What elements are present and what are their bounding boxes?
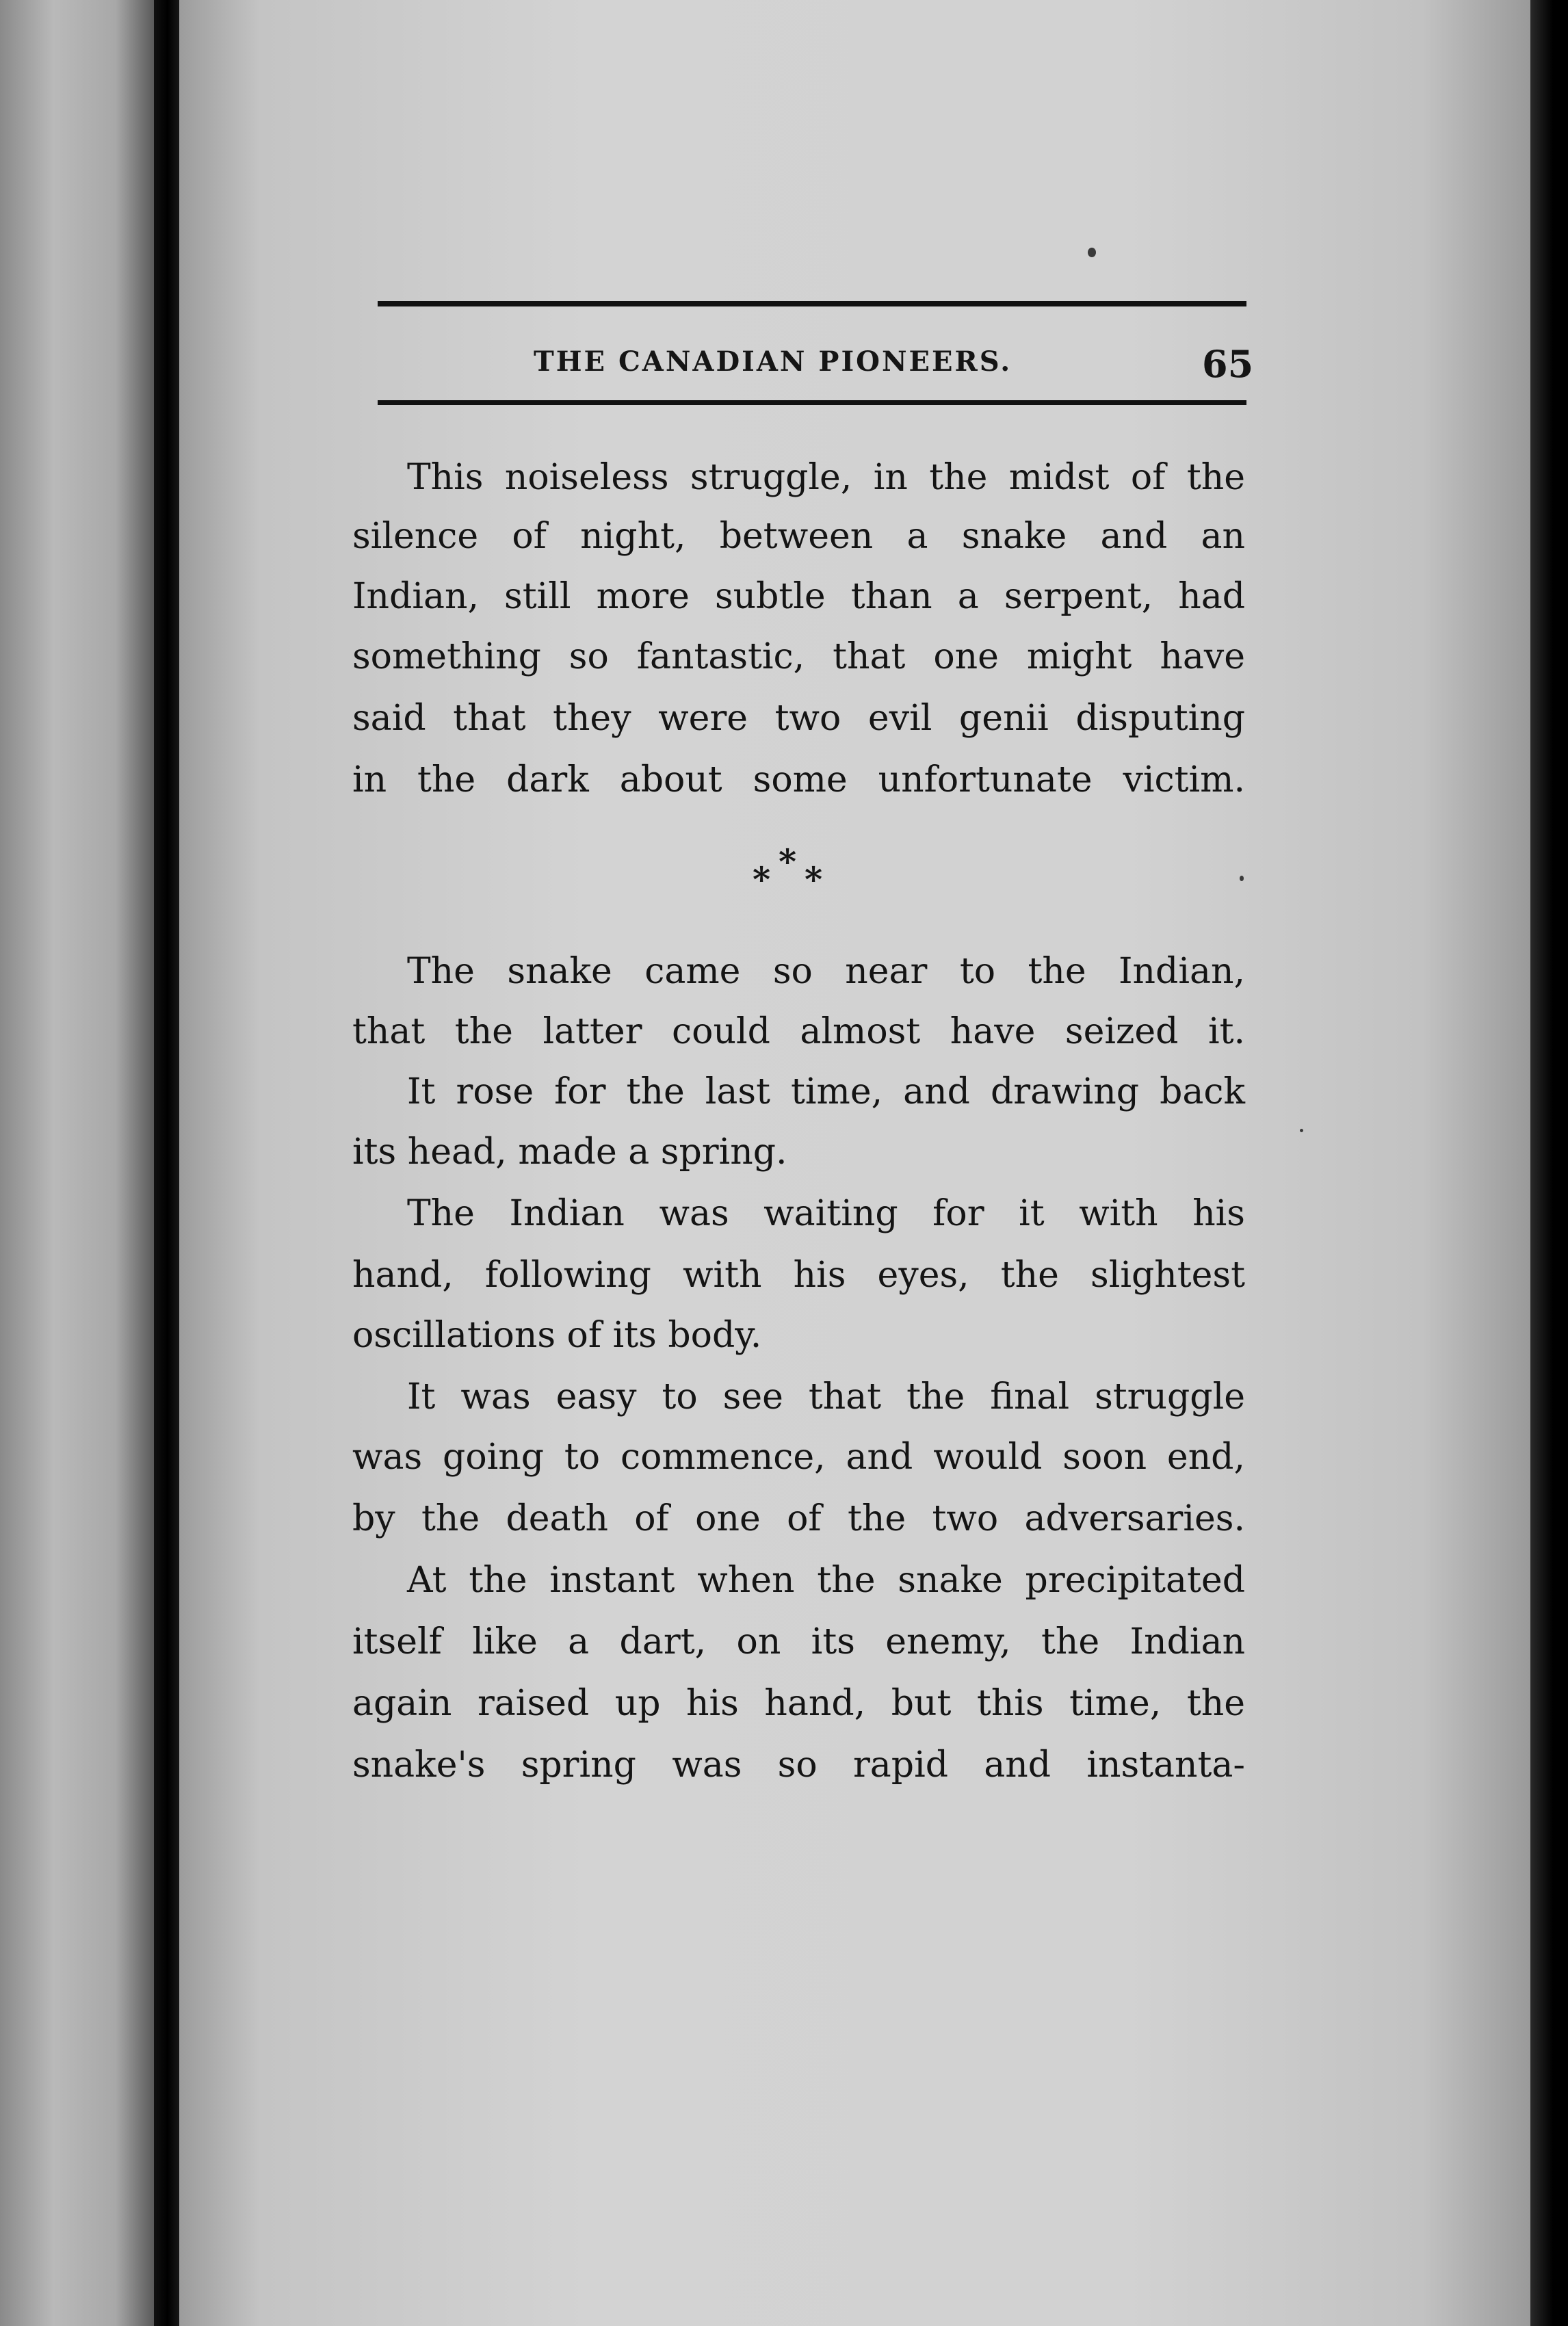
page-number: 65 xyxy=(1202,342,1254,386)
asterism-star: * xyxy=(779,841,797,882)
paper-speck xyxy=(1300,1129,1303,1132)
text-line: snake's spring was so rapid and instanta- xyxy=(352,1744,1245,1786)
text-line: The snake came so near to the Indian, xyxy=(407,951,1245,992)
text-line: It rose for the last time, and drawing back xyxy=(407,1071,1245,1112)
right-scan-border xyxy=(1530,0,1568,2326)
text-line: in the dark about some unfortunate victim. xyxy=(352,759,1245,800)
running-head: THE CANADIAN PIONEERS. xyxy=(534,345,1012,378)
text-line: oscillations of its body. xyxy=(352,1315,762,1356)
book-gutter xyxy=(154,0,181,2326)
text-line: that the latter could almost have seized it. xyxy=(352,1011,1245,1052)
text-line: again raised up his hand, but this time, the xyxy=(352,1683,1245,1724)
text-line: This noiseless struggle, in the midst of the xyxy=(407,457,1245,498)
asterism-ornament xyxy=(753,841,835,900)
text-line: hand, following with his eyes, the slightest xyxy=(352,1255,1245,1296)
text-line: silence of night, between a snake and an xyxy=(352,516,1245,557)
paper-speck xyxy=(1088,248,1096,257)
text-line: The Indian was waiting for it with his xyxy=(407,1193,1245,1234)
header-rule-top xyxy=(378,301,1246,306)
asterism-star: * xyxy=(805,859,823,900)
text-line: was going to commence, and would soon end, xyxy=(352,1437,1245,1478)
text-line: At the instant when the snake precipitated xyxy=(407,1560,1245,1601)
text-line: Indian, still more subtle than a serpent, had xyxy=(352,576,1245,617)
paper-speck xyxy=(1240,876,1244,881)
text-line: its head, made a spring. xyxy=(352,1132,787,1173)
header-rule-bottom xyxy=(378,400,1246,405)
text-line: It was easy to see that the final struggle xyxy=(407,1376,1245,1417)
text-line: said that they were two evil genii disputing xyxy=(352,698,1245,739)
asterism-star: * xyxy=(753,859,771,900)
facing-page-edge xyxy=(0,0,154,2326)
text-line: something so fantastic, that one might have xyxy=(352,636,1245,677)
text-line: by the death of one of the two adversaries. xyxy=(352,1498,1245,1539)
text-line: itself like a dart, on its enemy, the Indian xyxy=(352,1621,1245,1662)
